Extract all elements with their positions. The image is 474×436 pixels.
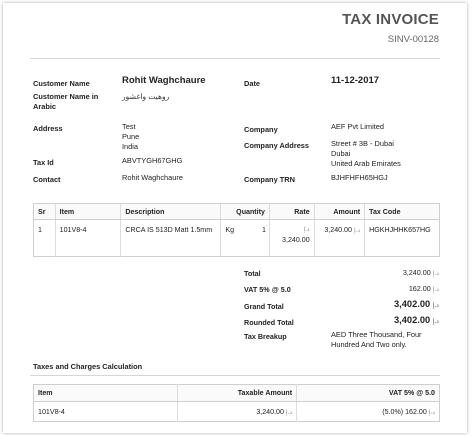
- company-address-line: Dubai: [331, 149, 351, 158]
- company-address-label: Company Address: [244, 141, 310, 150]
- grand-currency: د.إ: [432, 302, 439, 309]
- vat-row-value: (5.0%) 162.00: [382, 407, 427, 416]
- vat-label: VAT 5% @ 5.0: [244, 285, 291, 294]
- amount-value: 3,240.00: [324, 226, 352, 234]
- vat-value: [409, 284, 439, 293]
- vat-row-currency: د.إ: [428, 408, 435, 416]
- taxable-value: 3,240.00: [256, 407, 284, 416]
- total-label: Total: [244, 269, 261, 278]
- contact: Rohit Waghchaure: [122, 173, 183, 182]
- tax-cell-vat: [297, 402, 440, 422]
- rounded-total-value: [394, 315, 439, 325]
- taxes-header-row: [34, 385, 440, 402]
- amount-currency: د.إ: [353, 227, 361, 234]
- contact-label: Contact: [33, 175, 61, 184]
- company-trn: BJHFHFH65HGJ: [331, 173, 388, 182]
- tax-cell-item: 101V8-4: [34, 402, 178, 422]
- table-row: [34, 402, 440, 422]
- customer-arabic-label: Customer Name in Arabic: [33, 92, 99, 111]
- items-table: [33, 203, 440, 257]
- grand-total-label: Grand Total: [244, 302, 284, 311]
- rounded-total-label: Rounded Total: [244, 318, 294, 327]
- table-row: [34, 220, 440, 257]
- company-label: Company: [244, 125, 278, 134]
- cell-tax-code: HGKHJHHK657HG: [369, 226, 431, 234]
- tax-col-header-item: Item: [34, 385, 178, 402]
- cell-amount: [314, 220, 364, 257]
- company-address-line: United Arab Emirates: [331, 159, 401, 168]
- tax-breakup-text: AED Three Thousand, Four Hundred And Two only.: [331, 330, 422, 349]
- col-header-item: Item: [55, 204, 121, 220]
- company-name: AEF Pvt Limited: [331, 122, 384, 131]
- grand-total-value: [394, 299, 439, 309]
- col-header-rate: Rate: [269, 204, 314, 220]
- taxable-currency: د.إ: [285, 408, 293, 416]
- cell-quantity: [221, 220, 270, 257]
- document-title: TAX INVOICE: [342, 11, 439, 28]
- taxes-table: [33, 384, 440, 422]
- document-number: SINV-00128: [387, 34, 439, 45]
- cell-rate: [269, 220, 314, 257]
- cell-qty: 1: [262, 226, 266, 234]
- customer-name: Rohit Waghchaure: [122, 75, 206, 86]
- rate-currency: د.إ: [303, 226, 310, 233]
- col-header-amount: Amount: [314, 204, 364, 220]
- company-address: [331, 139, 401, 169]
- address-line: Pune: [122, 132, 140, 141]
- col-header-description: Description: [121, 204, 221, 220]
- customer-name-label: Customer Name: [33, 79, 90, 88]
- cell-uom: Kg: [225, 226, 235, 234]
- total-value: [403, 268, 439, 277]
- rounded-amount: 3,402.00: [394, 315, 431, 325]
- tax-id-label: Tax Id: [33, 158, 54, 167]
- cell-description: CRCA IS 513D Matt 1.5mm: [121, 220, 221, 257]
- customer-arabic-name: روهيت واغشور: [122, 92, 170, 101]
- taxes-divider: [30, 375, 440, 376]
- rate-value: 3,240.00: [282, 236, 310, 244]
- col-header-sr: Sr: [34, 204, 56, 220]
- cell-item: 101V8-4: [55, 220, 121, 257]
- tax-id: ABVTYGH67GHG: [122, 156, 183, 165]
- items-header-row: [34, 204, 440, 220]
- tax-col-header-taxable: Taxable Amount: [177, 385, 296, 402]
- total-amount: 3,240.00: [402, 268, 431, 277]
- total-currency: د.إ: [432, 270, 439, 277]
- cell-sr: 1: [34, 220, 56, 257]
- taxes-section-title: Taxes and Charges Calculation: [33, 362, 143, 371]
- tax-cell-taxable: [177, 402, 296, 422]
- invoice-date: 11-12-2017: [331, 75, 380, 86]
- header-divider: [30, 58, 440, 59]
- vat-currency: د.إ: [432, 286, 439, 293]
- date-label: Date: [244, 79, 261, 88]
- company-address-line: Street # 3B - Dubai: [331, 139, 394, 148]
- address-line: India: [122, 142, 139, 151]
- col-header-tax-code: Tax Code: [365, 204, 440, 220]
- address-line: Test: [122, 122, 136, 131]
- vat-amount: 162.00: [408, 284, 431, 293]
- grand-amount: 3,402.00: [394, 299, 431, 309]
- tax-breakup-label: Tax Breakup: [244, 332, 287, 341]
- customer-address: [122, 122, 139, 152]
- rounded-currency: د.إ: [432, 318, 439, 325]
- tax-col-header-vat: VAT 5% @ 5.0: [297, 385, 440, 402]
- address-label: Address: [33, 124, 63, 133]
- col-header-quantity: Quantity: [221, 204, 270, 220]
- invoice-page: [3, 3, 467, 433]
- company-trn-label: Company TRN: [244, 175, 295, 184]
